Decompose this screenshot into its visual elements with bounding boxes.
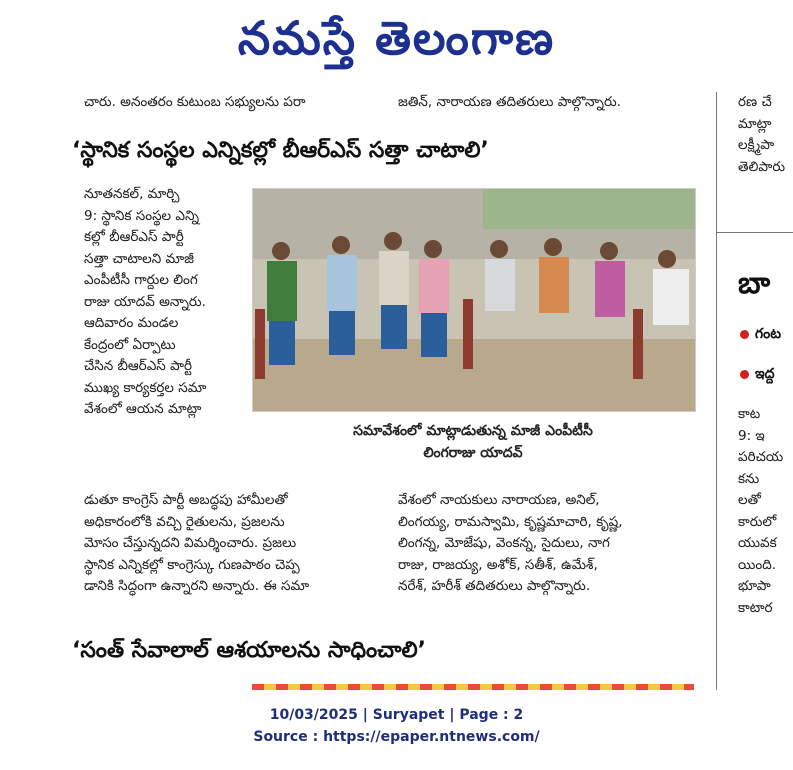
right-bullet [740, 326, 781, 345]
article1-bottom-left [84, 490, 374, 598]
group-meeting-photo [253, 189, 695, 411]
caption-line: సమావేశంలో మాట్లాడుతున్న మాజీ ఎంపీటీసీ [353, 423, 593, 439]
text-line: లింగన్న, మోజేషు, వెంకన్న, సైదులు, నాగ [398, 535, 610, 551]
text-line: మాట్లా [738, 115, 772, 132]
right-column-headline: బా [738, 266, 771, 301]
text-line: డుతూ కాంగ్రెస్ పార్టీ అబద్ధపు హామీలతో [84, 492, 288, 508]
right-column-body [738, 404, 793, 619]
text-line: అధికారంలోకి వచ్చి రైతులను, ప్రజలను [84, 513, 285, 530]
text-line: రాజు యాదవ్ అన్నారు. [84, 293, 206, 310]
text-line: కల్లో బీఆర్ఎస్ పార్టీ [84, 229, 184, 245]
text-line: లక్ష్మీపా [738, 137, 775, 153]
text-line: స్థానిక ఎన్నికల్లో కాంగ్రెస్కు గుణపాఠం చెప్ప [84, 556, 300, 573]
bullet-dot-icon [740, 370, 749, 379]
right-divider [716, 232, 793, 233]
top-left-text: చారు. అనంతరం కుటుంబ సభ్యులను పరా [84, 94, 306, 110]
text-line: కను [738, 470, 760, 487]
text-line: కారులో [738, 513, 777, 530]
bullet-dot-icon [740, 330, 749, 339]
newspaper-logo: నమస్తే తెలంగాణ [237, 11, 556, 65]
text-line: ఎంపీటీసీ గార్దుల లింగ [84, 272, 198, 288]
caption-line: లింగరాజు యాదవ్ [423, 445, 523, 461]
text-line: తెలిపారు [738, 158, 785, 175]
text-line: చేసిన బీఆర్ఎస్ పార్టీ [84, 358, 192, 374]
column-divider [716, 92, 717, 690]
text-line: కాటార [738, 599, 773, 616]
article1-headline: ‘స్థానిక సంస్థల ఎన్నికల్లో బీఆర్ఎస్ సత్తా చాటాలి’ [72, 138, 489, 163]
text-line: యింది. [738, 556, 777, 573]
article1-photo [252, 188, 696, 412]
text-line: రాజు, రాజయ్య, అశోక్, సతీశ్, ఉమేశ్, [398, 556, 598, 573]
article2-photo-strip [252, 684, 694, 690]
article1-bottom-right [398, 490, 698, 598]
footer-source-line: Source : https://epaper.ntnews.com/ [253, 729, 540, 745]
text-line: వేశంలో ఆయన మాట్లా [84, 401, 202, 417]
bullet-text: గంట [755, 326, 782, 342]
text-line: 9: ఇ [738, 427, 765, 444]
article1-left-column [84, 184, 244, 421]
text-line: కేంద్రంలో ఏర్పాటు [84, 336, 176, 353]
text-line: పరిచయ [738, 449, 784, 465]
top-mid-text: జతిన్, నారాయణ తదితరులు పాల్గొన్నారు. [398, 94, 621, 110]
text-line: ఆదివారం మండల [84, 315, 179, 331]
text-line: నూతనకల్, మార్చి [84, 186, 180, 202]
text-line: లతో [738, 492, 761, 508]
text-line: 9: స్థానిక సంస్థల ఎన్ని [84, 207, 200, 224]
right-column-top [738, 92, 793, 178]
masthead [0, 0, 793, 80]
bullet-text: ఇద్ద [755, 366, 775, 382]
text-line: భూపా [738, 578, 771, 594]
text-line: మోసం చేస్తున్నదని విమర్శించారు. ప్రజలు [84, 535, 297, 551]
text-line: రణ చే [738, 94, 772, 110]
article2-headline: ‘సంత్ సేవాలాల్ ఆశయాలను సాధించాలి’ [72, 638, 426, 663]
photo-caption [252, 420, 694, 464]
text-line: నరేశ్, హరీశ్ తదితరులు పాల్గొన్నారు. [398, 578, 591, 594]
right-bullet [740, 366, 775, 385]
text-line: కాట [738, 406, 761, 422]
text-line: యువక [738, 535, 777, 551]
text-line: ముఖ్య కార్యకర్తల సమా [84, 379, 207, 396]
footer-date-line: 10/03/2025 | Suryapet | Page : 2 [269, 707, 524, 723]
text-line: డానికి సిద్ధంగా ఉన్నారని అన్నారు. ఈ సమా [84, 578, 310, 594]
text-line: వేశంలో నాయకులు నారాయణ, అనిల్, [398, 492, 600, 508]
text-line: లింగయ్య, రామస్వామి, కృష్ణమాచారి, కృష్ణ, [398, 513, 623, 530]
page-footer [0, 704, 793, 748]
text-line: సత్తా చాటాలని మాజీ [84, 250, 194, 267]
newspaper-page [0, 92, 793, 690]
